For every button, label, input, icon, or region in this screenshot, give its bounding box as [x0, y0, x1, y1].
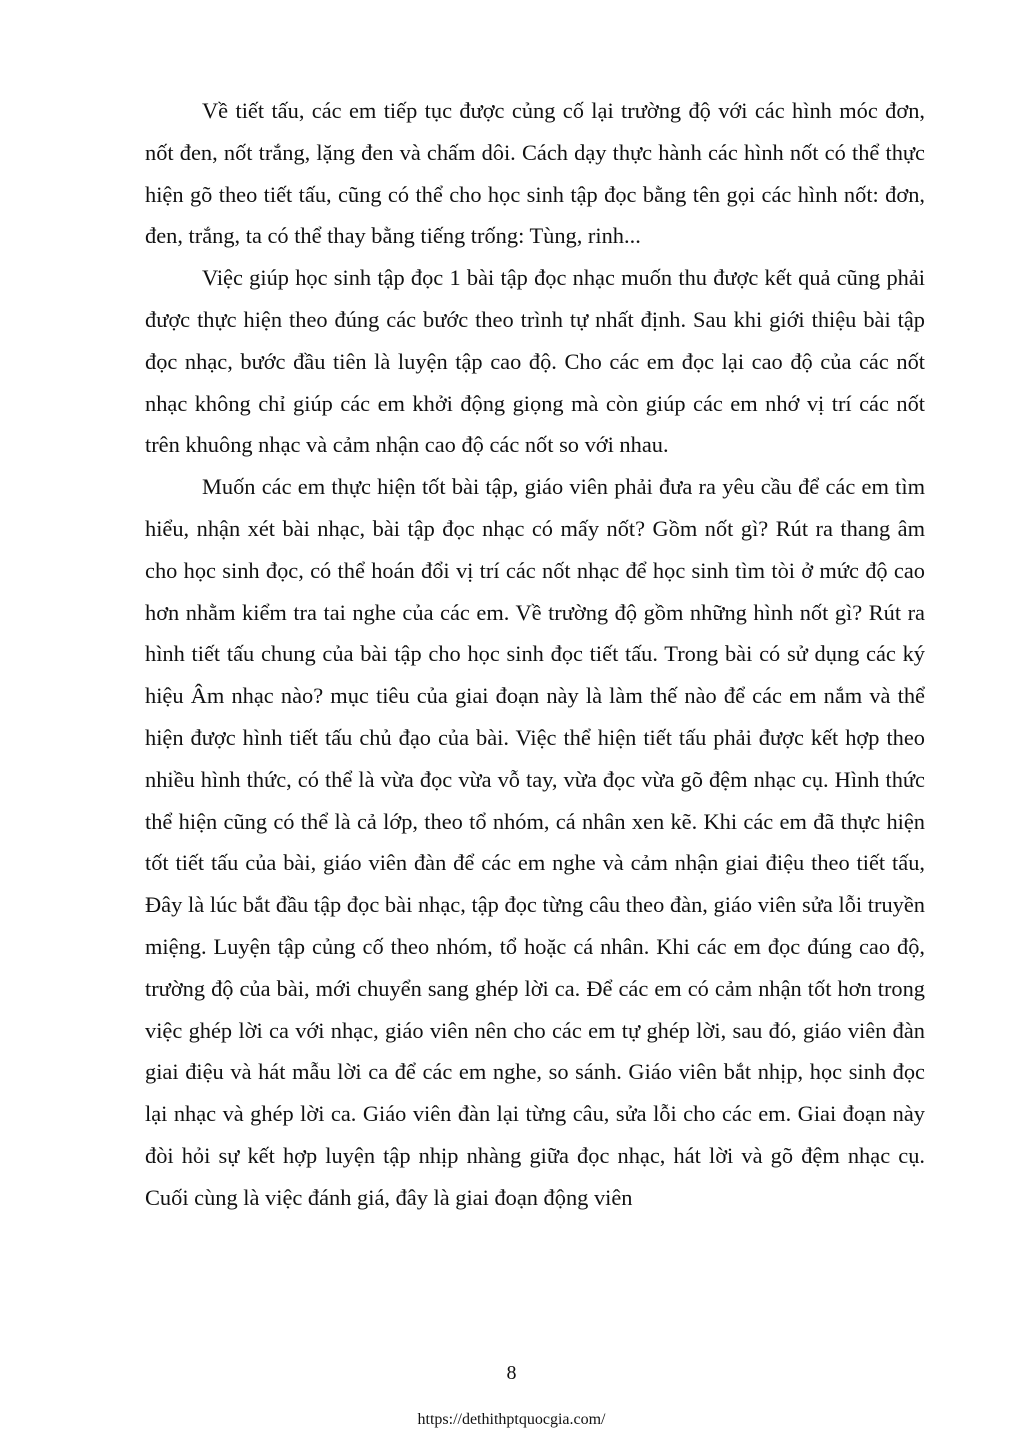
paragraph-1: Về tiết tấu, các em tiếp tục được củng cố lại trường độ với các hình móc đơn, nốt đen, nốt trắng, lặng đen và chấm dôi. Cách dạy thực hành các hình nốt có thể thực hiện gõ theo tiết tấu, cũng có thể cho học sinh tập đọc bằng tên gọi các hình nốt: đơn, đen, trắng, ta có thể thay bằng tiếng trống: Tùng, rinh... [145, 98, 925, 249]
paragraph-2: Việc giúp học sinh tập đọc 1 bài tập đọc nhạc muốn thu được kết quả cũng phải được thực hiện theo đúng các bước theo trình tự nhất định. Sau khi giới thiệu bài tập đọc nhạc, bước đầu tiên là luyện tập cao độ. Cho các em đọc lại cao độ của các nốt nhạc không chỉ giúp các em khởi động giọng mà còn giúp các em nhớ vị trí các nốt trên khuông nhạc và cảm nhận cao độ các nốt so với nhau. [145, 265, 925, 458]
body-text [145, 90, 925, 1219]
paragraph-3: Muốn các em thực hiện tốt bài tập, giáo viên phải đưa ra yêu cầu để các em tìm hiểu, nhận xét bài nhạc, bài tập đọc nhạc có mấy nốt? Gồm nốt gì? Rút ra thang âm cho học sinh đọc, có thể hoán đổi vị trí các nốt nhạc để học sinh tìm tòi ở mức độ cao hơn nhằm kiểm tra tai nghe của các em. Về trường độ gồm những hình nốt gì? Rút ra hình tiết tấu chung của bài tập cho học sinh đọc tiết tấu. Trong bài có sử dụng các ký hiệu Âm nhạc nào? mục tiêu của giai đoạn này là làm thế nào để các em nắm và thể hiện được hình tiết tấu chủ đạo của bài. Việc thể hiện tiết tấu phải được kết hợp theo nhiều hình thức, có thể là vừa đọc vừa vỗ tay, vừa đọc vừa gõ đệm nhạc cụ. Hình thức thể hiện cũng có thể là cả lớp, theo tổ nhóm, cá nhân xen kẽ. Khi các em đã thực hiện tốt tiết tấu của bài, giáo viên đàn để các em nghe và cảm nhận giai điệu theo tiết tấu, Đây là lúc bắt đầu tập đọc bài nhạc, tập đọc từng câu theo đàn, giáo viên sửa lỗi truyền miệng. Luyện tập củng cố theo nhóm, tổ hoặc cá nhân. Khi các em đọc đúng cao độ, trường độ của bài, mới chuyển sang ghép lời ca. Để các em có cảm nhận tốt hơn trong việc ghép lời ca với nhạc, giáo viên nên cho các em tự ghép lời, sau đó, giáo viên đàn giai điệu và hát mẫu lời ca để các em nghe, so sánh. Giáo viên bắt nhịp, học sinh đọc lại nhạc và ghép lời ca. Giáo viên đàn lại từng câu, sửa lỗi cho các em. Giai đoạn này đòi hỏi sự kết hợp luyện tập nhịp nhàng giữa đọc nhạc, hát lời và gõ đệm nhạc cụ. Cuối cùng là việc đánh giá, đây là giai đoạn động viên [145, 474, 925, 1210]
page-number: 8 [506, 1362, 517, 1384]
footer-url[interactable]: https://dethithptquocgia.com/ [417, 1411, 606, 1428]
